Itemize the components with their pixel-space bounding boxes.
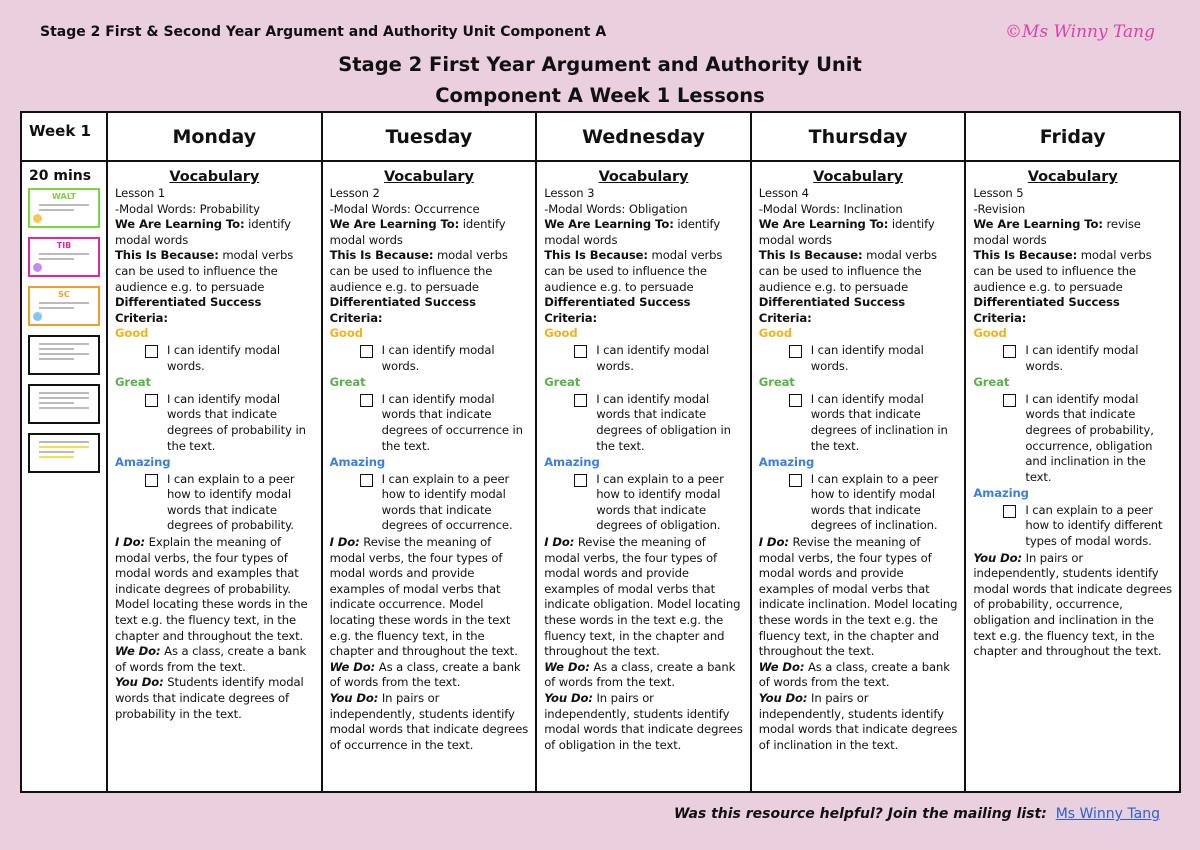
- day-header-tuesday: Tuesday: [322, 112, 537, 161]
- lesson-number: Lesson 4: [758, 186, 809, 200]
- vocabulary-heading: Vocabulary: [813, 169, 903, 185]
- checkbox[interactable]: [1003, 394, 1016, 407]
- day-header-monday: Monday: [107, 112, 322, 161]
- criterion-good: I can identify modal words.: [544, 343, 743, 374]
- lesson-number: Lesson 1: [115, 186, 166, 200]
- mailing-list-link[interactable]: Ms Winny Tang: [1055, 806, 1160, 822]
- checkbox[interactable]: [574, 345, 587, 358]
- criterion-amazing: I can explain to a peer how to identify modal words that indicate degrees of occurrence.: [330, 472, 529, 534]
- criterion-amazing: I can explain to a peer how to identify modal words that indicate degrees of inclination.: [759, 472, 958, 534]
- vocabulary-heading: Vocabulary: [169, 169, 260, 185]
- criterion-good: I can identify modal words.: [759, 343, 958, 374]
- success-criteria-heading: Differentiated Success Criteria:: [115, 295, 262, 325]
- level-good-label: Good: [544, 326, 578, 341]
- session-duration: 20 mins: [29, 168, 92, 184]
- time-column: [21, 161, 107, 792]
- level-amazing-label: Amazing: [544, 455, 600, 470]
- lesson-plan-table: [20, 111, 1181, 793]
- worksheet-thumbnail-1: [28, 335, 100, 375]
- walt-statement: We Are Learning To: identify modal words: [329, 217, 506, 247]
- day-header-thursday: Thursday: [751, 112, 966, 161]
- page-heading-line1: Stage 2 First Year Argument and Authority Unit: [338, 53, 862, 76]
- vocabulary-heading: Vocabulary: [1027, 169, 1118, 185]
- level-good-label: Good: [115, 326, 149, 341]
- i-do-text: I Do: Revise the meaning of modal verbs, the four types of modal words and provide examples of modal verbs that indicate occurrence. Model locating these words in the text e.g. the fluency text, in the chapter and throughout the text.: [329, 535, 518, 659]
- checkbox[interactable]: [360, 345, 373, 358]
- walt-statement: We Are Learning To: identify modal words: [115, 217, 291, 247]
- level-good-label: Good: [973, 326, 1007, 341]
- level-great-label: Great: [758, 375, 795, 390]
- walt-statement: We Are Learning To: identify modal words: [544, 217, 721, 247]
- i-do-text: I Do: Revise the meaning of modal verbs, the four types of modal words and provide examples of modal verbs that indicate obligation. Model locating these words in the text e.g. the fluency text, in the chapter and throughout the text.: [544, 535, 741, 659]
- lesson-row: [21, 161, 1180, 792]
- criterion-great: I can identify modal words that indicate degrees of occurrence in the text.: [330, 392, 529, 454]
- lesson-topic: -Modal Words: Inclination: [758, 201, 903, 216]
- day-header-friday: Friday: [965, 112, 1180, 161]
- checkbox[interactable]: [789, 474, 802, 487]
- tib-statement: This Is Because: modal verbs can be used to influence the audience e.g. to persuade: [544, 248, 723, 294]
- success-criteria-heading: Differentiated Success Criteria:: [758, 295, 906, 325]
- criterion-good: I can identify modal words.: [115, 343, 314, 374]
- vocabulary-heading: Vocabulary: [383, 169, 474, 185]
- day-cell-thursday: [751, 161, 966, 792]
- success-criteria-heading: Differentiated Success Criteria:: [329, 295, 476, 325]
- checkbox[interactable]: [360, 394, 373, 407]
- day-cell-wednesday: [536, 161, 751, 792]
- tib-statement: This Is Because: modal verbs can be used to influence the audience e.g. to persuade: [973, 248, 1152, 294]
- day-cell-monday: [107, 161, 322, 792]
- level-amazing-label: Amazing: [329, 455, 386, 470]
- criterion-amazing: I can explain to a peer how to identify modal words that indicate degrees of probability.: [115, 472, 314, 534]
- walt-slide-thumbnail: WALT: [28, 188, 100, 228]
- level-amazing-label: Amazing: [973, 486, 1029, 501]
- you-do-text: You Do: In pairs or independently, students identify modal words that indicate degrees of obligation in the text.: [544, 691, 743, 752]
- i-do-text: I Do: Revise the meaning of modal verbs, the four types of modal words and provide examples of modal verbs that indicate inclination. Model locating these words in the text e.g. the fluency text, in the chapter and throughout the text.: [758, 535, 958, 659]
- lesson-number: Lesson 2: [329, 186, 380, 200]
- checkbox[interactable]: [1003, 345, 1016, 358]
- tib-statement: This Is Because: modal verbs can be used to influence the audience e.g. to persuade: [115, 248, 294, 294]
- checkbox[interactable]: [145, 345, 158, 358]
- you-do-text: You Do: In pairs or independently, students identify modal words that indicate degrees of inclination in the text.: [758, 691, 958, 752]
- sc-slide-thumbnail: SC: [28, 286, 100, 326]
- level-good-label: Good: [758, 326, 793, 341]
- header-row: [21, 112, 1180, 161]
- footer: [674, 806, 1160, 822]
- tib-statement: This Is Because: modal verbs can be used to influence the audience e.g. to persuade: [758, 248, 937, 294]
- worksheet-thumbnail-3: [28, 433, 100, 473]
- we-do-text: We Do: As a class, create a bank of words from the text.: [544, 659, 736, 690]
- worksheet-thumbnail-2: [28, 384, 100, 424]
- lesson-topic: -Modal Words: Occurrence: [329, 201, 480, 216]
- criterion-great: I can identify modal words that indicate degrees of inclination in the text.: [759, 392, 958, 454]
- you-do-text: You Do: In pairs or independently, students identify modal words that indicate degrees of occurrence in the text.: [329, 691, 529, 752]
- lesson-topic: -Modal Words: Obligation: [544, 201, 688, 216]
- checkbox[interactable]: [360, 474, 373, 487]
- level-great-label: Great: [329, 375, 366, 390]
- level-great-label: Great: [115, 375, 151, 390]
- i-do-text: I Do: Explain the meaning of modal verbs, the four types of modal words and examples that indicate degrees of probability. Model locating these words in the text e.g. the fluency text, in the chapter and throughout the text.: [115, 535, 308, 643]
- lesson-topic: -Modal Words: Probability: [115, 201, 260, 216]
- checkbox[interactable]: [145, 394, 158, 407]
- level-great-label: Great: [544, 375, 581, 390]
- criterion-amazing: I can explain to a peer how to identify modal words that indicate degrees of obligation.: [544, 472, 743, 534]
- level-amazing-label: Amazing: [115, 455, 171, 470]
- checkbox[interactable]: [145, 474, 158, 487]
- criterion-good: I can identify modal words.: [973, 343, 1172, 374]
- checkbox[interactable]: [1003, 505, 1016, 518]
- checkbox[interactable]: [789, 345, 802, 358]
- lesson-topic: -Revision: [973, 201, 1026, 216]
- footer-prompt: Was this resource helpful? Join the mailing list:: [673, 806, 1047, 822]
- lesson-number: Lesson 3: [544, 186, 595, 200]
- we-do-text: We Do: As a class, create a bank of words from the text.: [115, 644, 307, 674]
- week-label: Week 1: [21, 112, 107, 161]
- day-cell-tuesday: [322, 161, 537, 792]
- criterion-great: I can identify modal words that indicate degrees of probability, occurrence, obligation and inclination in the text.: [973, 392, 1172, 486]
- criterion-amazing: I can explain to a peer how to identify different types of modal words.: [973, 503, 1172, 550]
- level-amazing-label: Amazing: [758, 455, 815, 470]
- walt-statement: We Are Learning To: revise modal words: [973, 217, 1141, 247]
- day-header-wednesday: Wednesday: [536, 112, 751, 161]
- we-do-text: We Do: As a class, create a bank of words from the text.: [758, 659, 950, 690]
- page-heading-line2: Component A Week 1 Lessons: [435, 84, 765, 107]
- success-criteria-heading: Differentiated Success Criteria:: [544, 295, 691, 325]
- you-do-text: You Do: Students identify modal words that indicate degrees of probability in the text.: [115, 675, 304, 721]
- criterion-good: I can identify modal words.: [330, 343, 529, 374]
- walt-statement: We Are Learning To: identify modal words: [758, 217, 935, 247]
- copyright-signature: ©Ms Winny Tang: [1004, 22, 1155, 42]
- checkbox[interactable]: [789, 394, 802, 407]
- success-criteria-heading: Differentiated Success Criteria:: [973, 295, 1120, 325]
- document-title: Stage 2 First & Second Year Argument and Authority Unit Component A: [40, 24, 607, 40]
- day-cell-friday: [965, 161, 1180, 792]
- criterion-great: I can identify modal words that indicate degrees of obligation in the text.: [544, 392, 743, 454]
- tib-slide-thumbnail: TIB: [28, 237, 100, 277]
- vocabulary-heading: Vocabulary: [598, 169, 689, 185]
- level-great-label: Great: [973, 375, 1010, 390]
- top-bar: [40, 24, 1155, 46]
- we-do-text: We Do: As a class, create a bank of words from the text.: [329, 659, 521, 690]
- checkbox[interactable]: [574, 474, 587, 487]
- checkbox[interactable]: [574, 394, 587, 407]
- tib-statement: This Is Because: modal verbs can be used to influence the audience e.g. to persuade: [329, 248, 508, 294]
- level-good-label: Good: [329, 326, 363, 341]
- you-do-text: You Do: In pairs or independently, students identify modal words that indicate degrees of probability, occurrence, obligation and inclination in the text e.g. the fluency text, in the chapter and throughout the text.: [973, 550, 1172, 659]
- lesson-number: Lesson 5: [973, 186, 1024, 200]
- criterion-great: I can identify modal words that indicate degrees of probability in the text.: [115, 392, 314, 454]
